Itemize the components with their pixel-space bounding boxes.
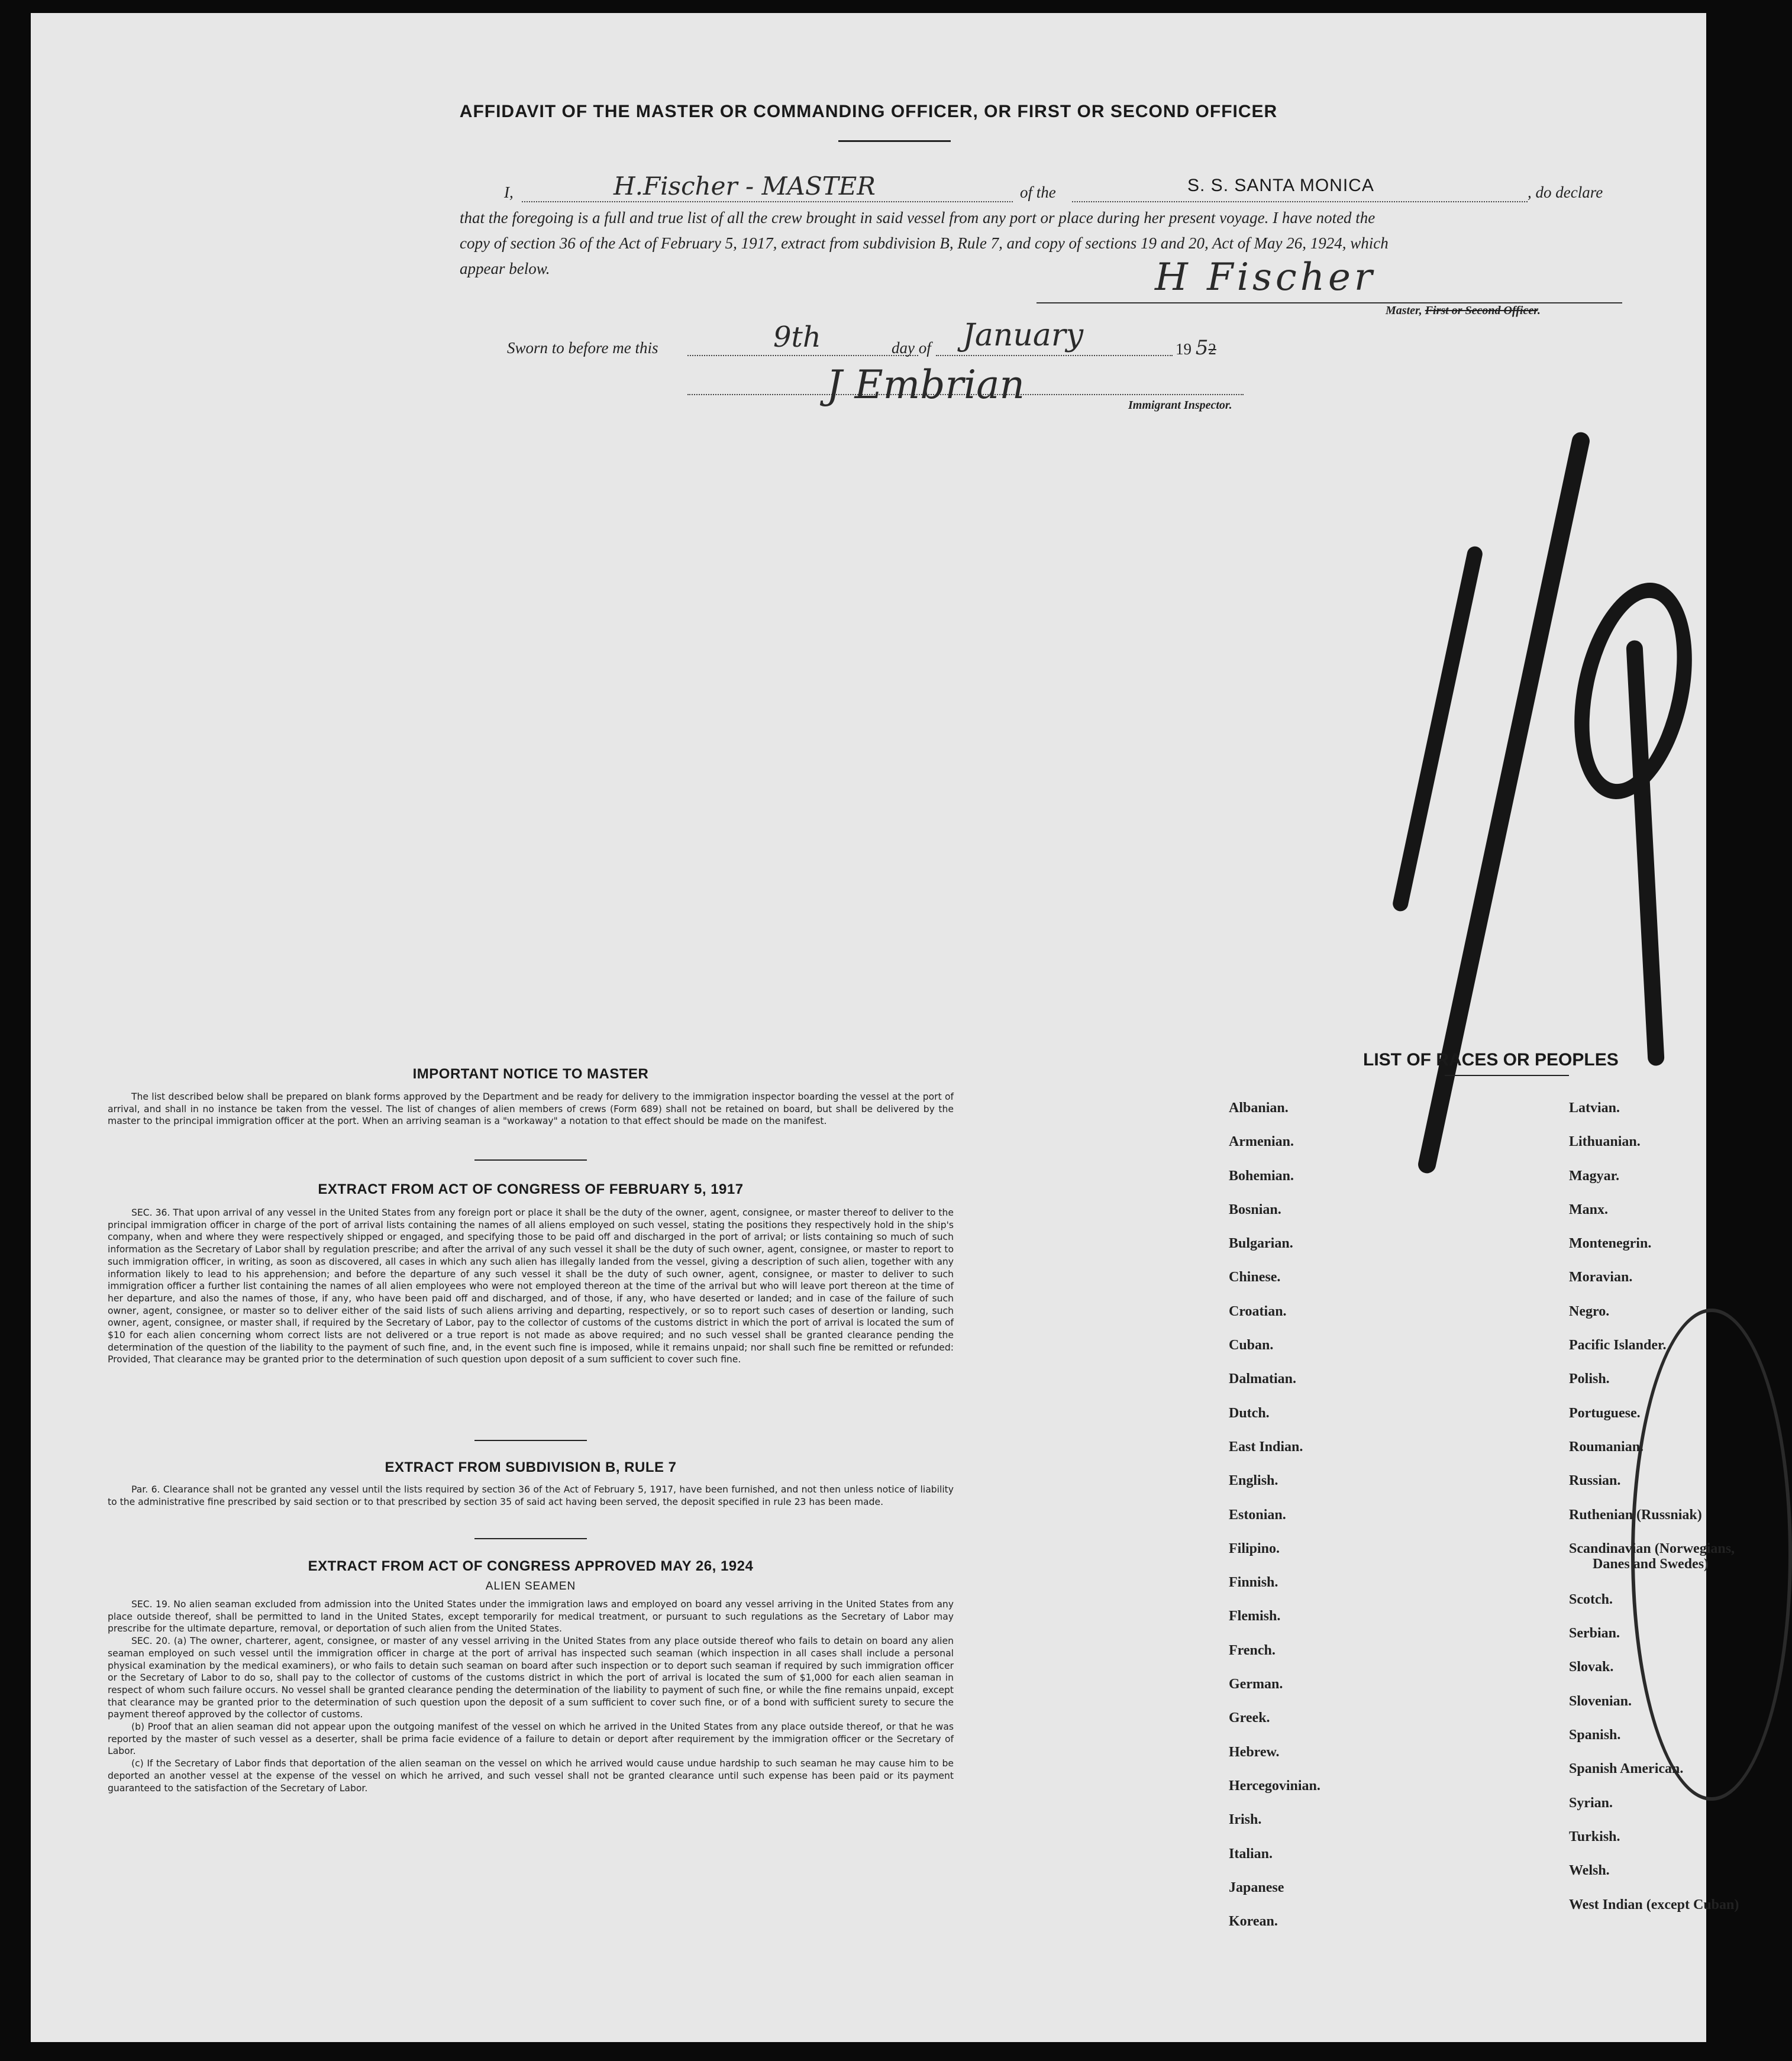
vessel-line [1072, 201, 1528, 202]
inspector-signature: J Embrian [826, 362, 1025, 408]
inspector-caption: Immigrant Inspector. [1128, 399, 1232, 412]
master-caption-struck: First or Second Officer [1425, 304, 1538, 317]
race-item: Dalmatian. [1229, 1371, 1296, 1387]
race-item: German. [1229, 1676, 1283, 1692]
races-divider [1445, 1075, 1569, 1076]
race-item: Turkish. [1569, 1829, 1620, 1844]
race-item: Roumanian. [1569, 1439, 1644, 1455]
master-signature: H Fischer [1155, 256, 1376, 299]
sworn-month: January [963, 318, 1084, 353]
race-item: Moravian. [1569, 1269, 1633, 1285]
race-item: Negro. [1569, 1303, 1610, 1319]
race-item: Spanish. [1569, 1727, 1621, 1743]
race-item: Irish. [1229, 1812, 1262, 1828]
race-item: West Indian (except Cuban) [1569, 1897, 1739, 1913]
sworn-year [1176, 335, 1216, 362]
race-item: Hercegovinian. [1229, 1778, 1320, 1794]
races-title: LIST OF RACES OR PEOPLES [1363, 1050, 1619, 1070]
race-item: Slovak. [1569, 1659, 1614, 1675]
race-item: Russian. [1569, 1473, 1621, 1489]
notice-paragraph: The list described below shall be prepared on blank forms approved by the Department and be ready for delivery to the immigration inspector boarding the vessel at the port of arrival, and shall in no instance be taken from the vessel. The list of changes of alien members of crews (Form 689) shall not be retained on board, but shall be delivered by the master to the principal immigration officer at the port. When an arriving seaman is a "workaway" a notation to that effect should be made on the manifest. [108, 1091, 954, 1127]
divider-1 [474, 1159, 587, 1161]
race-item: Cuban. [1229, 1338, 1274, 1353]
master-caption-prefix: Master, [1386, 304, 1422, 317]
extract-rule7-title: EXTRACT FROM SUBDIVISION B, RULE 7 [385, 1459, 677, 1475]
affidavit-title: AFFIDAVIT OF THE MASTER OR COMMANDING OFFICER, OR FIRST OR SECOND OFFICER [459, 102, 1278, 121]
race-item: Scandinavian (Norwegians, [1569, 1540, 1735, 1556]
race-item: Spanish American. [1569, 1761, 1684, 1777]
race-item: Montenegrin. [1569, 1236, 1652, 1252]
declaration-line-1: that the foregoing is a full and true list of all the crew brought in said vessel from any port or place during her present voyage. I have noted the [460, 209, 1376, 227]
alien-seamen-subtitle: ALIEN SEAMEN [485, 1580, 576, 1592]
par6-paragraph: Par. 6. Clearance shall not be granted any vessel until the lists required by section 36 of the Act of February 5, 1917, have been furnished, and not then unless notice of liability to the administrative fine prescribed by said section or to that prescribed by section 35 of said act having been served, the deposit specified in rule 23 has been made. [108, 1484, 954, 1507]
document-page [31, 13, 1739, 2042]
race-item: Lithuanian. [1569, 1134, 1641, 1150]
race-item: Portuguese. [1569, 1405, 1641, 1421]
race-item: Manx. [1569, 1201, 1608, 1217]
sworn-label: Sworn to before me this [507, 339, 658, 357]
marking-stroke-1 [1391, 545, 1484, 913]
i-label: I, [504, 183, 514, 201]
race-item: Croatian. [1229, 1303, 1287, 1319]
year-suffix: 5 [1195, 336, 1209, 360]
do-declare-label: , do declare [1528, 183, 1603, 201]
race-item: Japanese [1229, 1879, 1284, 1895]
sec20a-paragraph: SEC. 20. (a) The owner, charterer, agent, consignee, or master of any vessel arriving in the United States from any place outside thereof who fails to detain on board any alien seaman employed on such vessel until the immigration officer in charge at the port of arrival has inspected such seaman (which inspection in all cases shall include a personal physical examination by the medical examiners), or who fails to detain such seaman on board after such inspection or to deport such seaman if required by such immigration officer or the Secretary of Labor to do so, shall pay to the collector of customs of the customs district in which the port of arrival is located the sum of $1,000 for each alien seaman in respect of whom such failure occurs. No vessel shall be granted clearance pending the determination of the liability to payment of such fine, or while the fine remains unpaid, except that clearance may be granted prior to the determination of such question upon the deposit of a sum sufficient to cover such fine, or of a bond with sufficient surety to secure the payment thereof approved by the collector of customs. [108, 1636, 954, 1720]
race-item: Bosnian. [1229, 1201, 1281, 1217]
race-item: Chinese. [1229, 1269, 1281, 1285]
race-item: Syrian. [1569, 1795, 1613, 1811]
sworn-day: 9th [773, 321, 821, 354]
race-item: Serbian. [1569, 1626, 1620, 1642]
race-item: Finnish. [1229, 1575, 1278, 1591]
races-left-column [1229, 1100, 1320, 1947]
extract-1917-title: EXTRACT FROM ACT OF CONGRESS OF FEBRUARY 5, 1917 [318, 1181, 744, 1197]
divider-2 [474, 1440, 587, 1441]
year-struck-digit: 2 [1208, 340, 1216, 358]
sworn-month-line [936, 354, 1173, 356]
declarant-line [522, 201, 1013, 202]
race-item: Bulgarian. [1229, 1236, 1293, 1252]
declarant-handwriting: H.Fischer - MASTER [614, 172, 876, 201]
master-caption-suffix: . [1537, 304, 1541, 317]
notice-text [108, 1091, 954, 1128]
race-item: Pacific Islander. [1569, 1338, 1667, 1353]
race-item: Filipino. [1229, 1540, 1280, 1556]
race-item: Latvian. [1569, 1100, 1620, 1116]
sec19-paragraph: SEC. 19. No alien seaman excluded from admission into the United States under the immigration laws and employed on board any vessel arriving in the United States from any place outside thereof, shall be permitted to land in the United States, except temporarily for medical treatment, or pursuant to such regulations as the Secretary of Labor may prescribe for the ultimate departure, removal, or deportation of such alien from the United States. [108, 1599, 954, 1634]
master-caption [1386, 303, 1541, 318]
race-item: Polish. [1569, 1371, 1610, 1387]
sec36-paragraph: SEC. 36. That upon arrival of any vessel in the United States from any foreign port or place it shall be the duty of the owner, agent, consignee, or master thereof to deliver to the principal immigration officer in charge of the port of arrival lists containing the names of all aliens employed on such vessel, stating the positions they respectively hold in the ship's company, when and where they were respectively shipped or engaged, and specifying those to be paid off and discharged in the port of arrival; or lists containing so much of such information as the Secretary of Labor shall by regulation prescribe; and after the arrival of any such vessel it shall be the duty of such owner, agent, consignee, or master to report to such immigration officer, in writing, as soon as discovered, all cases in which any such alien has illegally landed from the vessel, giving a description of such alien, together with any information likely to lead to his apprehension; and before the departure of any such vessel it shall be the duty of such owner, agent, consignee, or master to deliver to such immigration officer a further list containing the names of all alien employees who were not employed thereon at the time of the arrival but who will leave port thereon at the time of her departure, and also the names of those, if any, who have been paid off and discharged, and of those, if any, who have deserted or landed; and in case of the failure of such owner, agent, consignee, or master so to deliver either of the said lists of such aliens arriving and departing, respectively, or so to report such cases of desertion or landing, such owner, agent, consignee, or master shall, if required by the Secretary of Labor, pay to the collector of customs of the customs district in which the port of arrival is located the sum of $10 for each alien concerning whom correct lists are not delivered or a true report is not made as above required; and no such vessel shall be granted clearance pending the determination of the question of the liability to the payment of such fine, and, in the event such fine is imposed, while it remains unpaid; nor shall such fine be remitted or refunded: Provided, That clearance may be granted prior to the determination of such question upon deposit of a sum sufficient to cover such fine. [108, 1207, 954, 1365]
extract-1917-text [108, 1207, 954, 1366]
sec20b-paragraph: (b) Proof that an alien seaman did not appear upon the outgoing manifest of the vessel on which he arrived in the United States from any place outside thereof, or that he was reported by the master of such vessel as a deserter, shall be prima facie evidence of a failure to detain or deport after requirement by the immigration officer or the Secretary of Labor. [108, 1721, 954, 1757]
sec20c-paragraph: (c) If the Secretary of Labor finds that deportation of the alien seaman on the vessel on which he arrived would cause undue hardship to such seaman he may cause him to be deported an another vessel at the expense of the vessel on which he arrived, and such vessel shall not be granted clearance until such expense has been paid or its payment guaranteed to the satisfaction of the Secretary of Labor. [108, 1758, 954, 1794]
race-item: Magyar. [1569, 1168, 1620, 1184]
race-item: Ruthenian (Russniak) [1569, 1507, 1702, 1523]
race-item: Bohemian. [1229, 1168, 1294, 1184]
divider-3 [474, 1538, 587, 1539]
extract-rule7-text [108, 1484, 954, 1508]
race-item: Welsh. [1569, 1863, 1610, 1879]
race-item: French. [1229, 1642, 1276, 1658]
sworn-day-line [687, 354, 918, 356]
race-item: Danes and Swedes) [1593, 1556, 1709, 1572]
extract-1924-title: EXTRACT FROM ACT OF CONGRESS APPROVED MAY 26, 1924 [308, 1558, 754, 1574]
notice-title: IMPORTANT NOTICE TO MASTER [412, 1066, 649, 1082]
race-item: Flemish. [1229, 1608, 1281, 1624]
race-item: Dutch. [1229, 1405, 1270, 1421]
race-item: East Indian. [1229, 1439, 1303, 1455]
race-item: Armenian. [1229, 1134, 1294, 1150]
race-item: Estonian. [1229, 1507, 1286, 1523]
declaration-line-3: appear below. [460, 260, 550, 277]
extract-1924-text [108, 1598, 954, 1794]
day-of-label: day of [892, 339, 931, 357]
race-item: Slovenian. [1569, 1693, 1632, 1709]
race-item: Korean. [1229, 1914, 1278, 1930]
year-prefix: 19 [1176, 340, 1192, 358]
vessel-name: S. S. SANTA MONICA [1187, 176, 1374, 195]
races-right-column [1569, 1100, 1739, 1931]
race-item: Italian. [1229, 1846, 1273, 1862]
of-the-label: of the [1020, 183, 1056, 201]
race-item: Greek. [1229, 1710, 1270, 1726]
race-item: Scotch. [1569, 1591, 1613, 1607]
declaration-line-2: copy of section 36 of the Act of February 5, 1917, extract from subdivision B, Rule 7, and copy of sections 19 and 20, Act of May 26, 1924, which [460, 234, 1389, 252]
race-item: Hebrew. [1229, 1744, 1280, 1760]
title-divider [838, 140, 951, 142]
race-item: Albanian. [1229, 1100, 1289, 1116]
race-item: English. [1229, 1473, 1278, 1489]
